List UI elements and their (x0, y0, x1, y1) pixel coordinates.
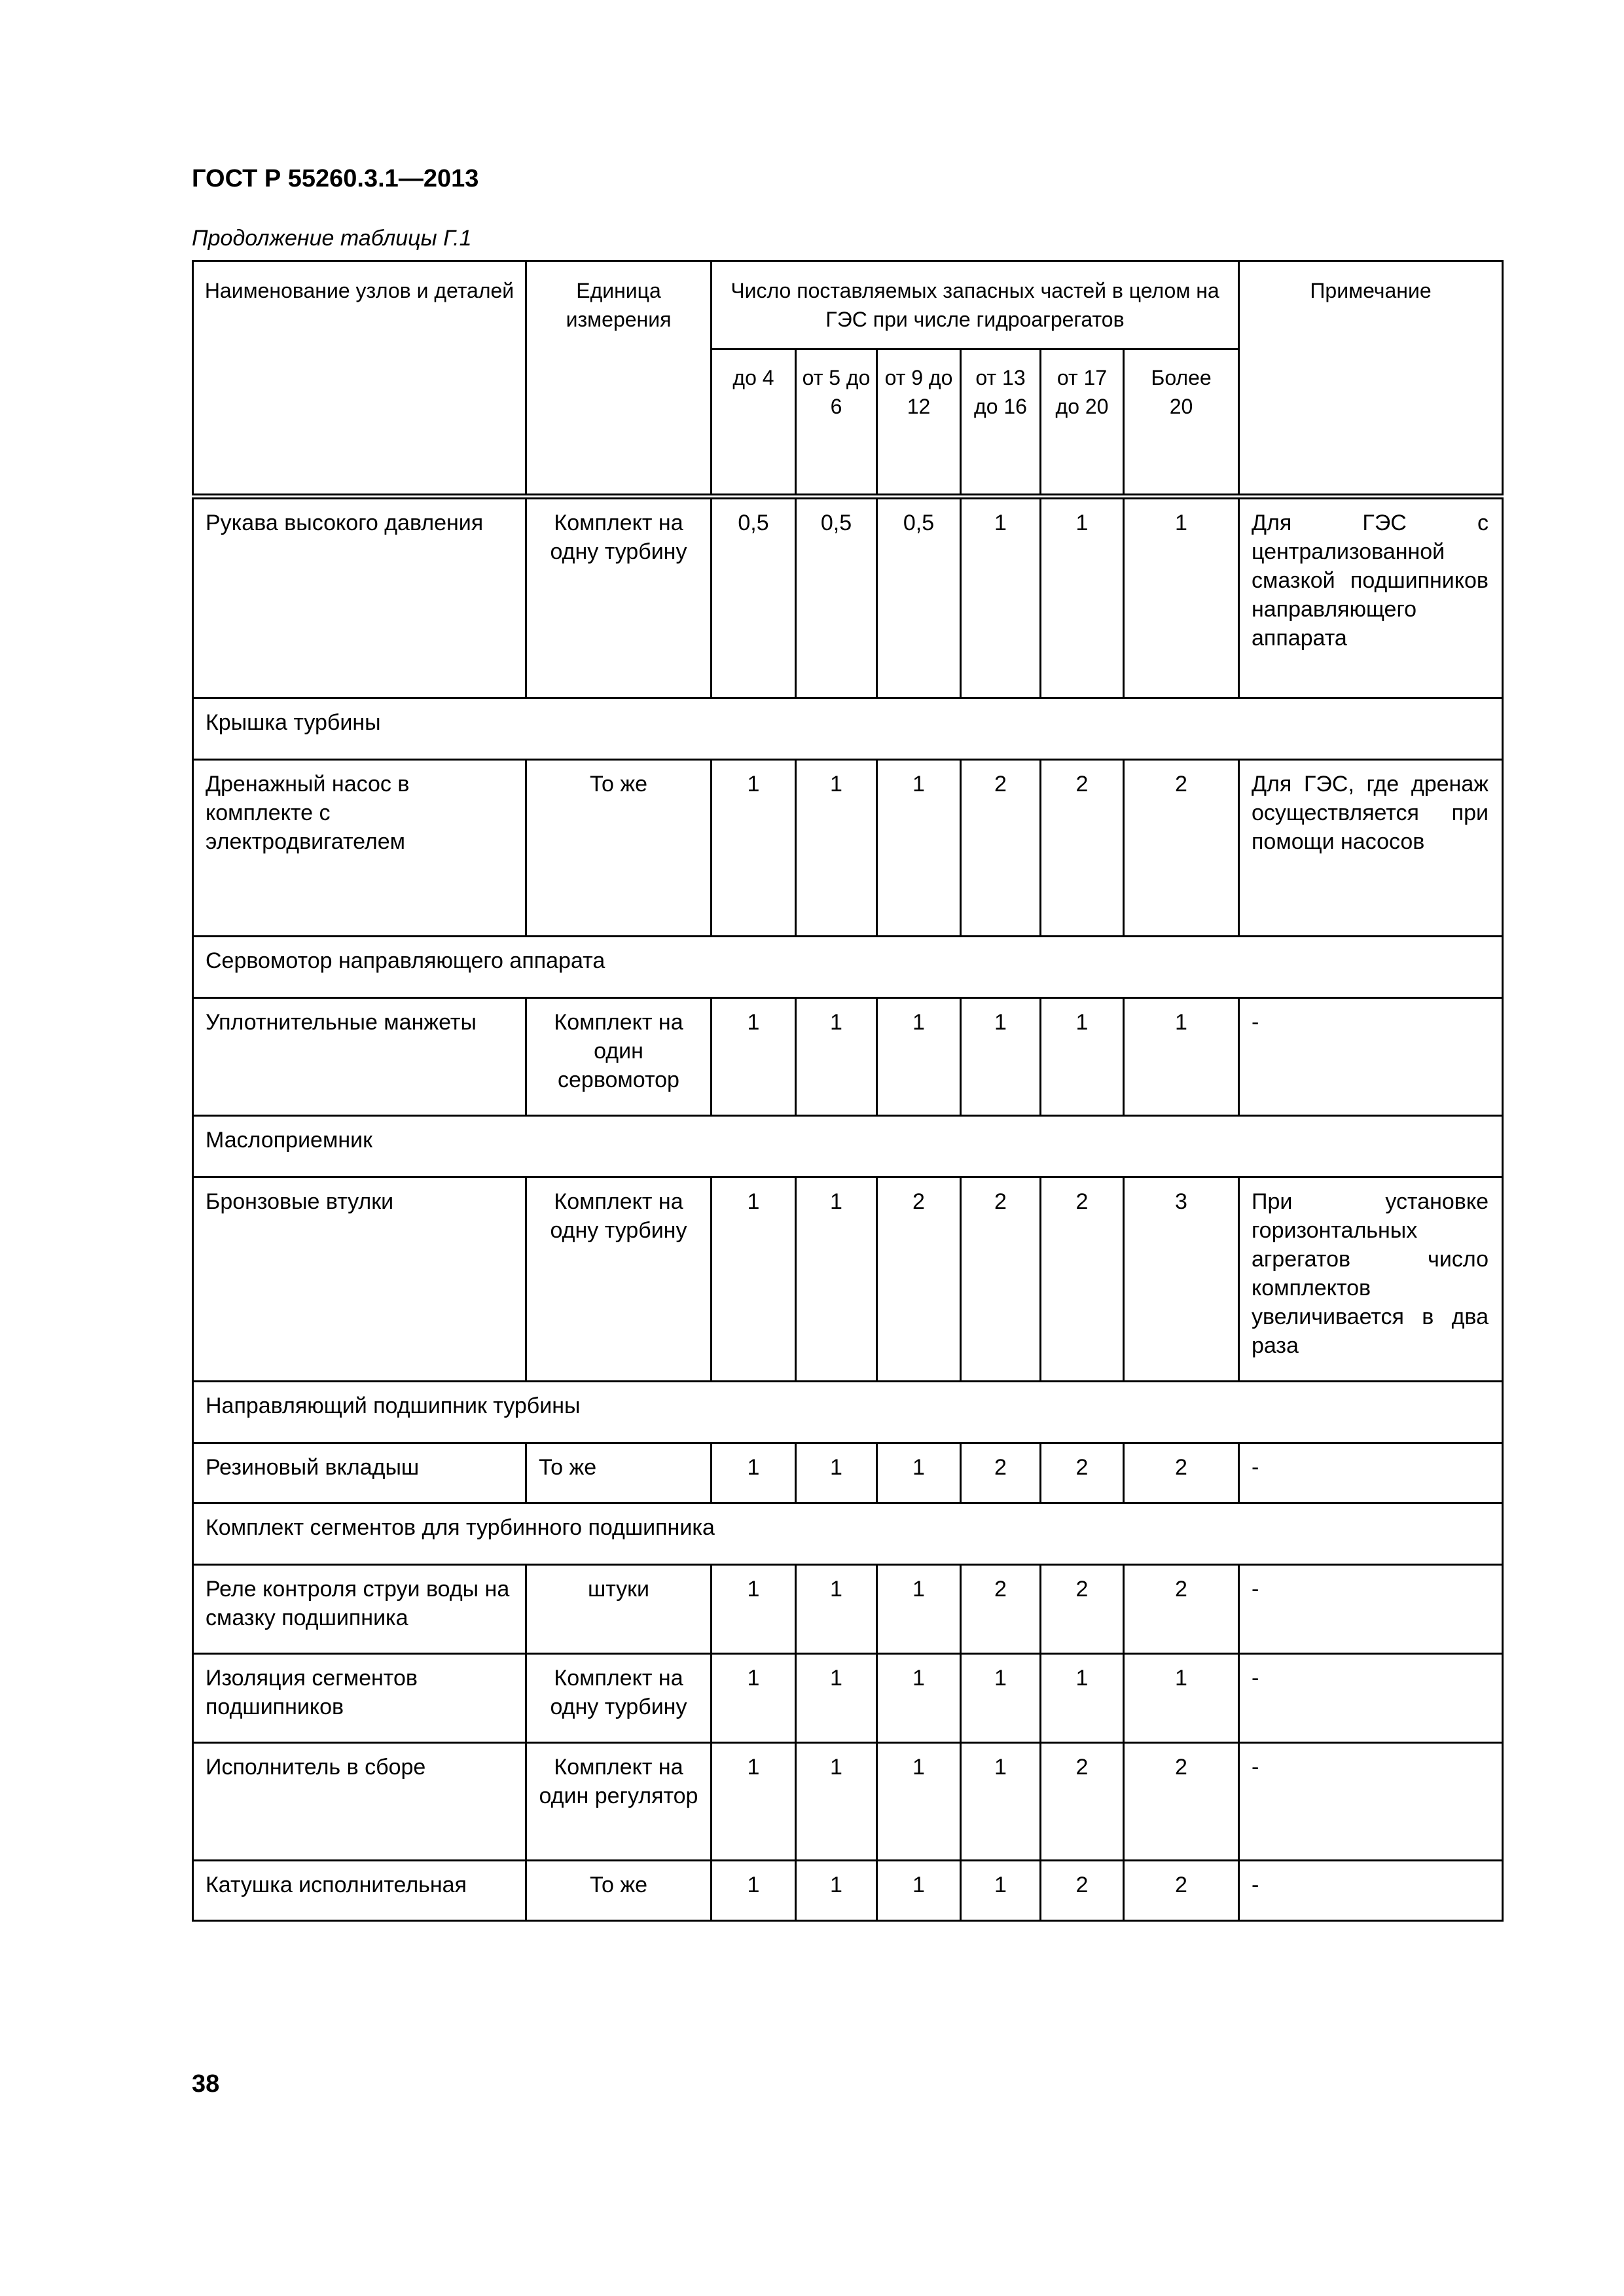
quantity-cell: 2 (1124, 1743, 1239, 1861)
section-row (193, 698, 1503, 760)
unit-of-measure: штуки (526, 1565, 712, 1654)
quantity-cell: 1 (712, 1177, 796, 1382)
part-name: Резиновый вкладыш (193, 1443, 526, 1503)
part-name: Дренажный насос в комплекте с электродвигателем (193, 760, 526, 937)
table-caption: Продолжение таблицы Г.1 (192, 226, 472, 251)
quantity-cell: 1 (961, 497, 1041, 698)
part-name: Рукава высокого давления (193, 497, 526, 698)
quantity-cell: 2 (1041, 1177, 1124, 1382)
table-row (193, 1654, 1503, 1743)
quantity-cell: 0,5 (712, 497, 796, 698)
quantity-cell: 1 (877, 1743, 961, 1861)
quantity-cell: 1 (1041, 497, 1124, 698)
unit-of-measure: То же (526, 1443, 712, 1503)
note-cell: - (1239, 1654, 1503, 1743)
quantity-cell: 1 (712, 1565, 796, 1654)
quantity-cell: 0,5 (877, 497, 961, 698)
quantity-cell: 0,5 (796, 497, 877, 698)
part-name: Исполнитель в сборе (193, 1743, 526, 1861)
header-count: Число поставляемых запасных частей в целом на ГЭС при числе гидроагрегатов (712, 261, 1239, 350)
section-row (193, 1382, 1503, 1443)
subheader-5-to-6: от 5 до 6 (796, 350, 877, 497)
document-title: ГОСТ Р 55260.3.1—2013 (192, 165, 479, 192)
quantity-cell: 2 (1124, 760, 1239, 937)
quantity-cell: 1 (877, 1654, 961, 1743)
section-row (193, 1116, 1503, 1177)
section-title: Крышка турбины (193, 698, 1503, 760)
header-unit: Единица измерения (526, 261, 712, 497)
quantity-cell: 2 (1041, 1443, 1124, 1503)
unit-of-measure: То же (526, 1861, 712, 1921)
table-header (193, 261, 1503, 497)
quantity-cell: 2 (1124, 1861, 1239, 1921)
note-cell: Для ГЭС с централизованной смазкой подшипников направляющего аппарата (1239, 497, 1503, 698)
quantity-cell: 1 (877, 1565, 961, 1654)
note-cell: - (1239, 1743, 1503, 1861)
unit-of-measure: Комплект на одну турбину (526, 497, 712, 698)
section-row (193, 937, 1503, 998)
table-row (193, 497, 1503, 698)
quantity-cell: 1 (961, 1861, 1041, 1921)
quantity-cell: 2 (1041, 760, 1124, 937)
table-row (193, 1177, 1503, 1382)
quantity-cell: 2 (1041, 1861, 1124, 1921)
quantity-cell: 1 (796, 1654, 877, 1743)
quantity-cell: 2 (1124, 1565, 1239, 1654)
quantity-cell: 1 (1124, 998, 1239, 1116)
quantity-cell: 2 (961, 1443, 1041, 1503)
quantity-cell: 1 (961, 998, 1041, 1116)
quantity-cell: 1 (796, 998, 877, 1116)
subheader-up-to-4: до 4 (712, 350, 796, 497)
note-cell: - (1239, 1861, 1503, 1921)
quantity-cell: 2 (961, 1565, 1041, 1654)
table-row (193, 1743, 1503, 1861)
quantity-cell: 1 (877, 1443, 961, 1503)
quantity-cell: 2 (1124, 1443, 1239, 1503)
note-cell: Для ГЭС, где дренаж осуществляется при помощи насосов (1239, 760, 1503, 937)
quantity-cell: 1 (796, 1861, 877, 1921)
quantity-cell: 2 (961, 1177, 1041, 1382)
quantity-cell: 1 (712, 1443, 796, 1503)
quantity-cell: 3 (1124, 1177, 1239, 1382)
note-cell: - (1239, 1565, 1503, 1654)
quantity-cell: 1 (796, 1565, 877, 1654)
table-row (193, 760, 1503, 937)
quantity-cell: 1 (796, 760, 877, 937)
unit-of-measure: Комплект на одну турбину (526, 1654, 712, 1743)
unit-of-measure: То же (526, 760, 712, 937)
quantity-cell: 1 (1124, 497, 1239, 698)
quantity-cell: 1 (712, 1743, 796, 1861)
header-name: Наименование узлов и деталей (193, 261, 526, 497)
quantity-cell: 1 (712, 1861, 796, 1921)
quantity-cell: 1 (1124, 1654, 1239, 1743)
unit-of-measure: Комплект на один регулятор (526, 1743, 712, 1861)
table-row (193, 1861, 1503, 1921)
quantity-cell: 1 (712, 760, 796, 937)
quantity-cell: 1 (712, 1654, 796, 1743)
note-cell: - (1239, 1443, 1503, 1503)
table-row (193, 998, 1503, 1116)
quantity-cell: 1 (877, 1861, 961, 1921)
quantity-cell: 1 (877, 760, 961, 937)
part-name: Уплотнительные манжеты (193, 998, 526, 1116)
quantity-cell: 2 (877, 1177, 961, 1382)
part-name: Изоляция сегментов подшипников (193, 1654, 526, 1743)
spare-parts-table (192, 260, 1504, 1922)
section-row (193, 1503, 1503, 1565)
part-name: Реле контроля струи воды на смазку подшипника (193, 1565, 526, 1654)
section-title: Комплект сегментов для турбинного подшипника (193, 1503, 1503, 1565)
part-name: Катушка исполнительная (193, 1861, 526, 1921)
section-title: Сервомотор направляющего аппарата (193, 937, 1503, 998)
subheader-over-20: Более 20 (1124, 350, 1239, 497)
quantity-cell: 1 (796, 1743, 877, 1861)
quantity-cell: 1 (796, 1443, 877, 1503)
quantity-cell: 1 (1041, 1654, 1124, 1743)
quantity-cell: 1 (877, 998, 961, 1116)
note-cell: - (1239, 998, 1503, 1116)
table-row (193, 1443, 1503, 1503)
table-body (193, 497, 1503, 1921)
page-number: 38 (192, 2070, 220, 2098)
section-title: Маслоприемник (193, 1116, 1503, 1177)
unit-of-measure: Комплект на один сервомотор (526, 998, 712, 1116)
section-title: Направляющий подшипник турбины (193, 1382, 1503, 1443)
quantity-cell: 1 (961, 1654, 1041, 1743)
subheader-9-to-12: от 9 до 12 (877, 350, 961, 497)
note-cell: При установке горизонтальных агрегатов число комплектов увеличивается в два раза (1239, 1177, 1503, 1382)
quantity-cell: 1 (712, 998, 796, 1116)
quantity-cell: 1 (1041, 998, 1124, 1116)
header-note: Примечание (1239, 261, 1503, 497)
unit-of-measure: Комплект на одну турбину (526, 1177, 712, 1382)
subheader-13-to-16: от 13 до 16 (961, 350, 1041, 497)
quantity-cell: 1 (961, 1743, 1041, 1861)
quantity-cell: 2 (961, 760, 1041, 937)
quantity-cell: 2 (1041, 1565, 1124, 1654)
part-name: Бронзовые втулки (193, 1177, 526, 1382)
quantity-cell: 2 (1041, 1743, 1124, 1861)
subheader-17-to-20: от 17 до 20 (1041, 350, 1124, 497)
quantity-cell: 1 (796, 1177, 877, 1382)
table-row (193, 1565, 1503, 1654)
